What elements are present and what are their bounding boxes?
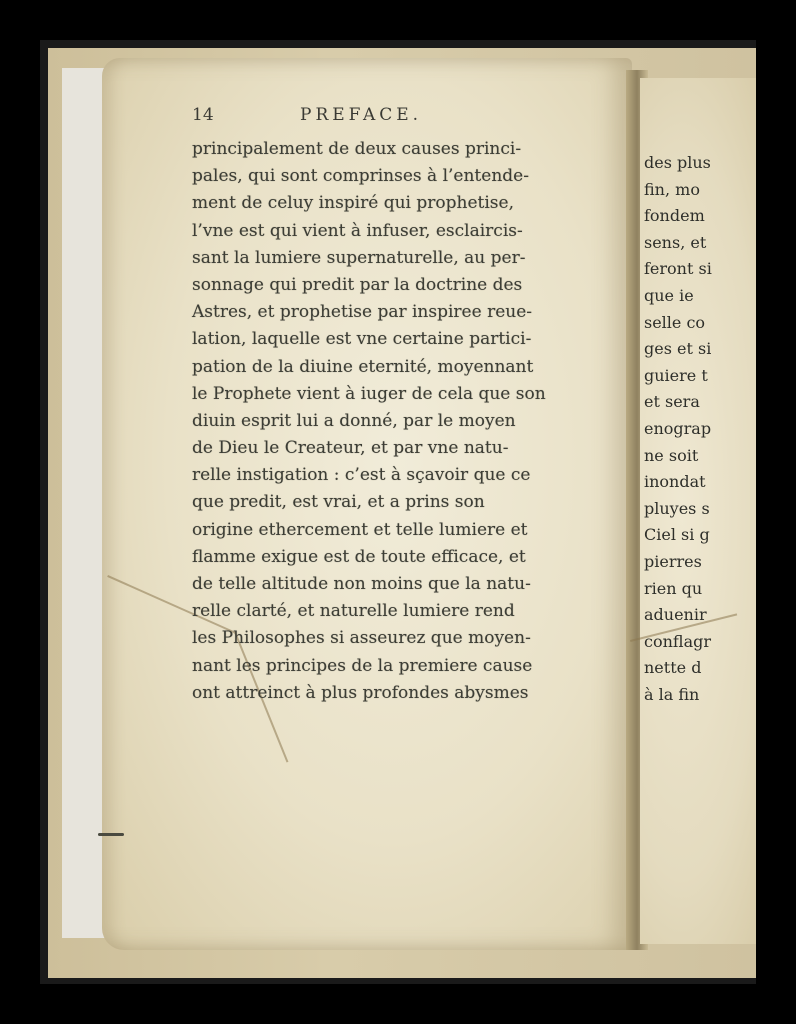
text-line: que predit, est vrai, et a prins son — [192, 492, 485, 513]
text-line: principalement de deux causes princi- — [192, 139, 522, 159]
text-line: ment de celuy inspiré qui prophetise, — [192, 193, 514, 214]
text-line: les Philosophes si asseurez que moyen- — [192, 628, 531, 649]
text-line: Astres, et prophetise par inspiree reue- — [192, 302, 533, 323]
text-line: diuin esprit lui a donné, par le moyen — [192, 410, 516, 431]
text-line: ont attreinct à plus profondes abysmes — [192, 682, 529, 703]
text-line: feront si — [644, 259, 712, 279]
text-line: nant les principes de la premiere cause — [192, 655, 533, 676]
text-line: relle clarté, et naturelle lumiere rend — [192, 601, 515, 622]
text-line: relle instigation : c’est à sçavoir que ce — [192, 465, 531, 486]
text-line: conflagr — [644, 631, 711, 651]
text-line: que ie — [644, 285, 694, 305]
left-page-text — [192, 136, 546, 707]
text-line: ne soit — [644, 445, 699, 465]
text-line: inondat — [644, 472, 706, 492]
text-line: Ciel si g — [644, 525, 710, 545]
ink-smudge — [98, 833, 124, 836]
running-head: PREFACE. — [300, 105, 423, 125]
text-line: guiere t — [644, 365, 708, 385]
text-line: ges et si — [644, 339, 712, 359]
text-line: aduenir — [644, 605, 707, 625]
text-line: sens, et — [644, 232, 707, 252]
text-line: pierres — [644, 551, 702, 571]
text-line: origine ethercement et telle lumiere et — [192, 519, 528, 540]
text-line: fondem — [644, 206, 705, 226]
text-line: fin, mo — [644, 179, 700, 199]
text-line: flamme exigue est de toute efficace, et — [192, 546, 526, 567]
text-line: rien qu — [644, 578, 703, 598]
text-line: le Prophete vient à iuger de cela que son — [192, 383, 546, 404]
text-line: sonnage qui predit par la doctrine des — [192, 274, 523, 295]
text-line: à la fin — [644, 684, 700, 704]
text-line: selle co — [644, 312, 706, 332]
text-line: pluyes s — [644, 498, 710, 518]
text-line: pation de la diuine eternité, moyennant — [192, 356, 534, 377]
text-line: de Dieu le Createur, et par vne natu- — [192, 438, 509, 459]
text-line: sant la lumiere supernaturelle, au per- — [192, 247, 526, 268]
page-number: 14 — [192, 105, 214, 125]
right-page-text — [644, 150, 740, 708]
text-line: et sera — [644, 392, 700, 412]
text-line: des plus — [644, 153, 711, 172]
text-line: de telle altitude non moins que la natu- — [192, 574, 531, 594]
text-line: l’vne est qui vient à infuser, esclaircis- — [192, 220, 523, 241]
text-line: nette d — [644, 658, 702, 678]
text-line: lation, laquelle est vne certaine partici- — [192, 329, 532, 350]
text-line: enograp — [644, 418, 712, 438]
page-header — [192, 105, 522, 131]
text-line: pales, qui sont comprinses à l’entende- — [192, 166, 529, 187]
